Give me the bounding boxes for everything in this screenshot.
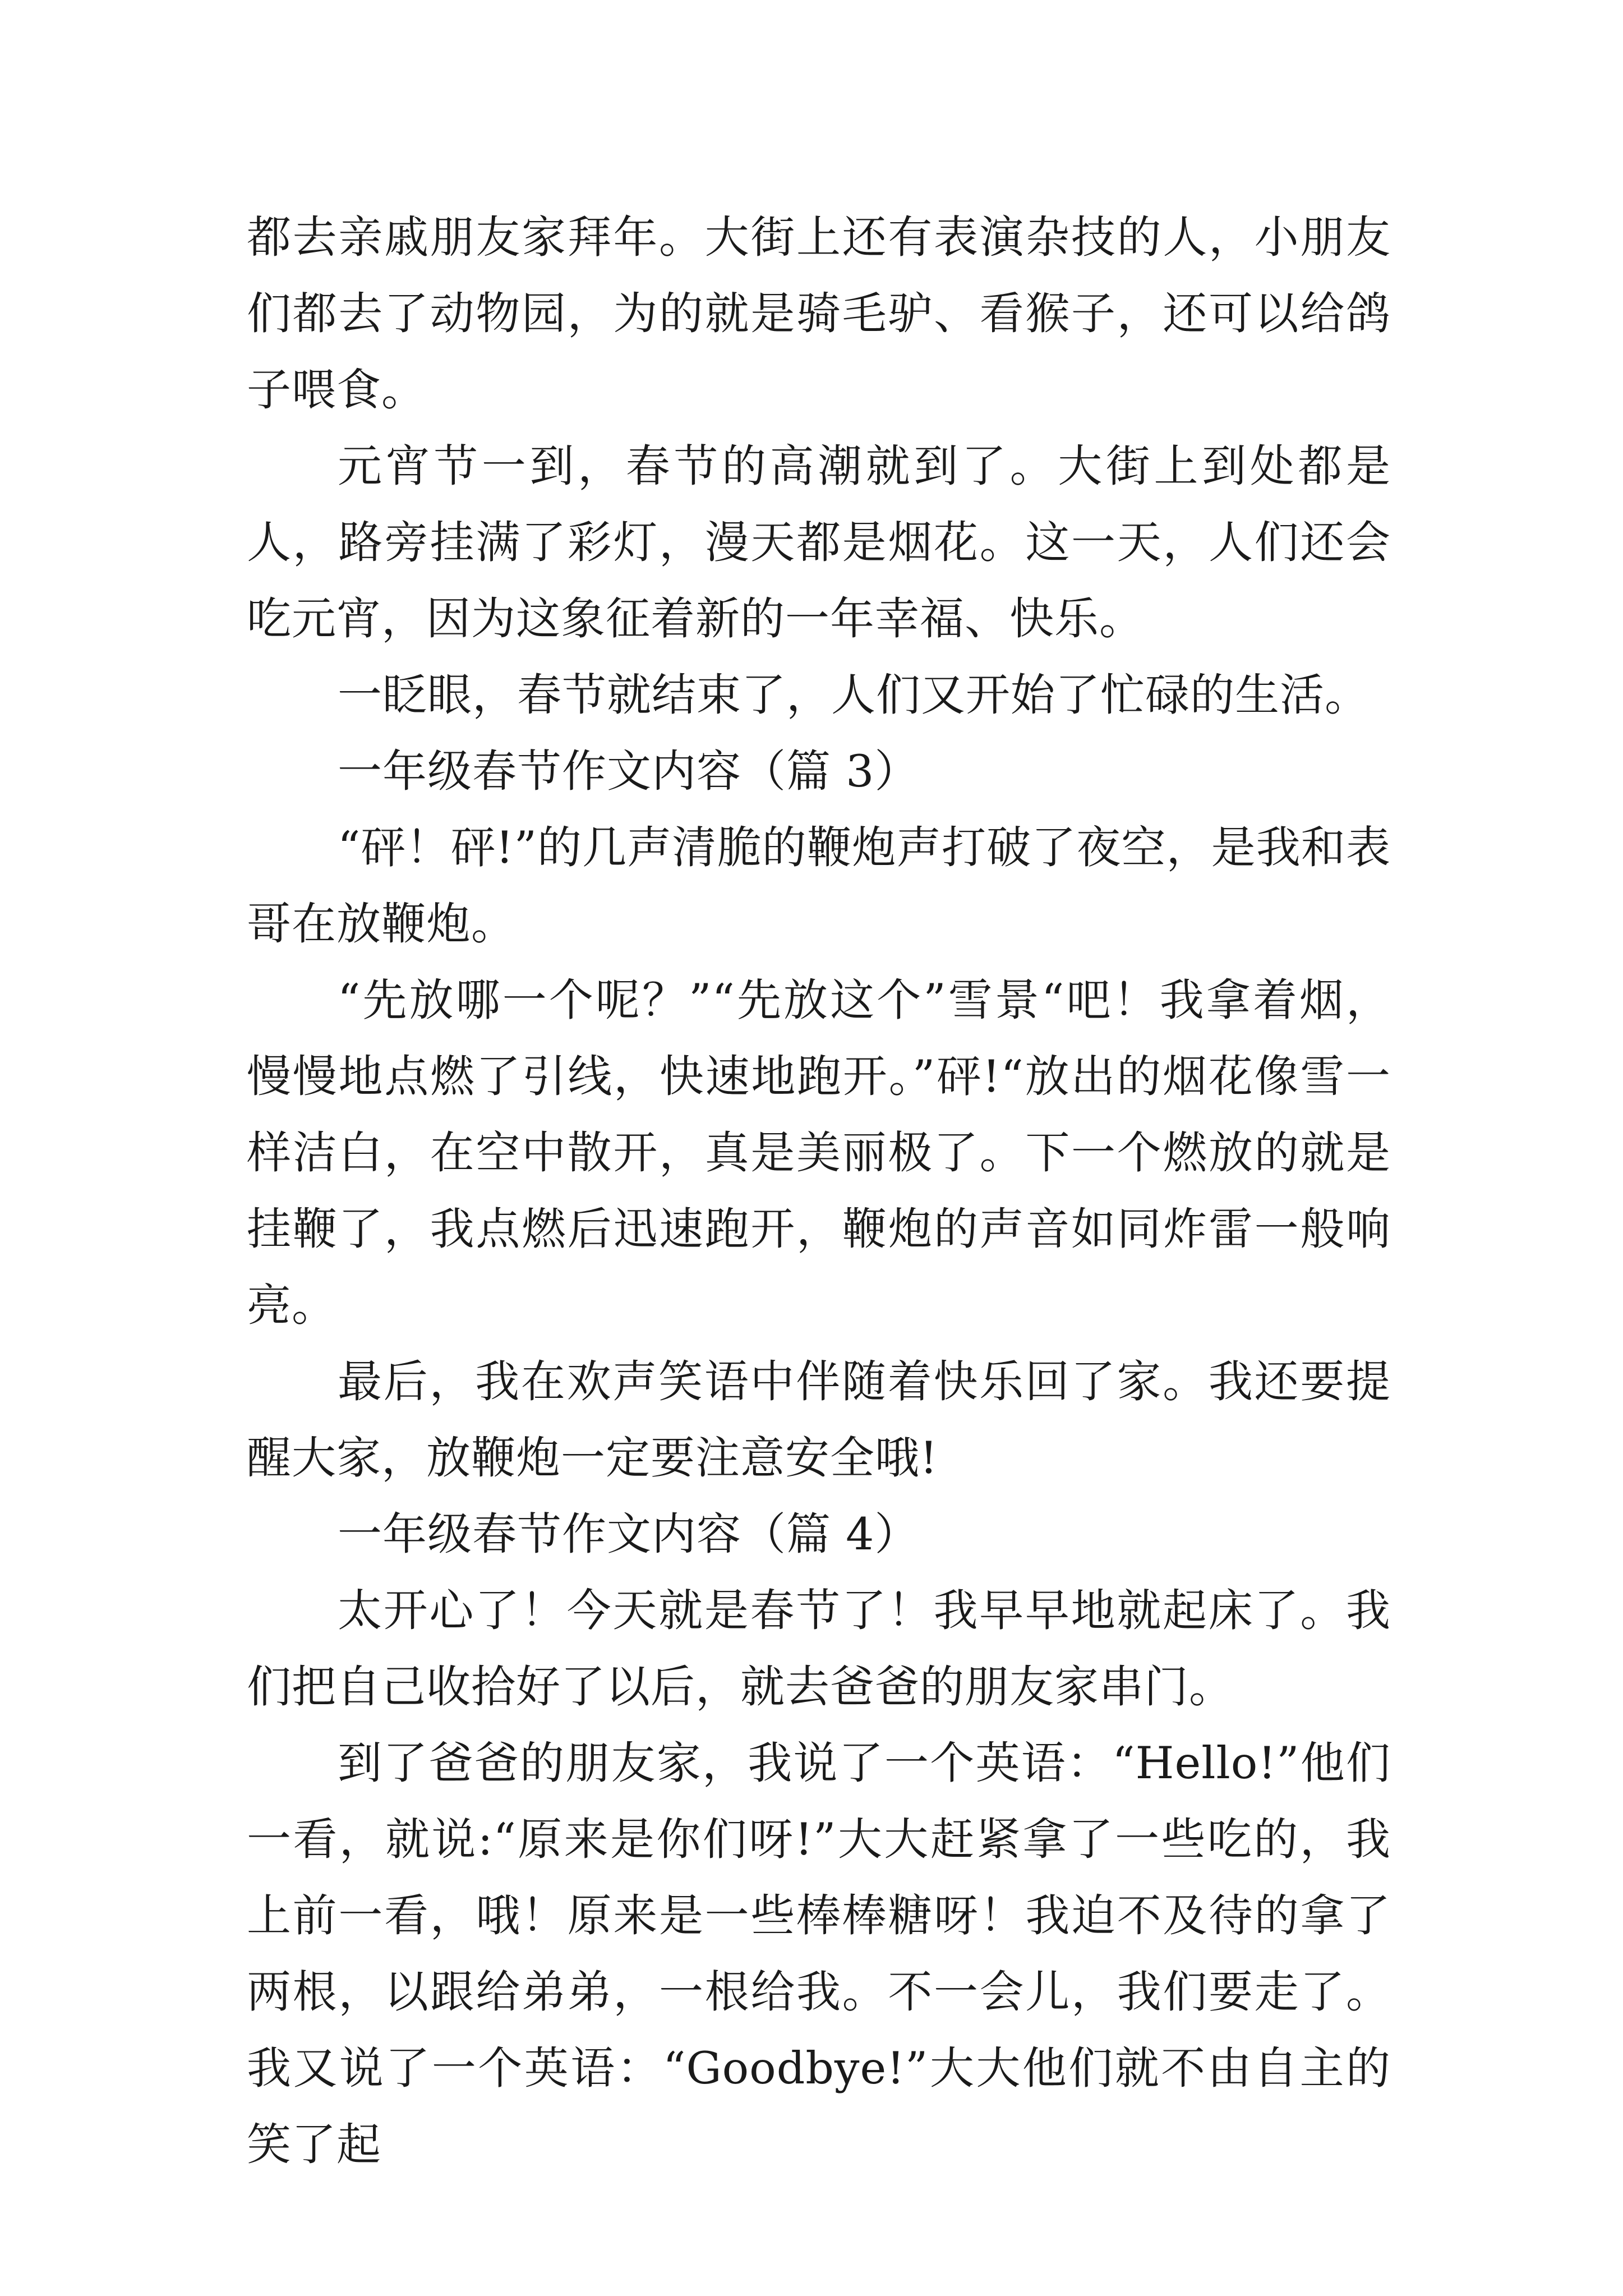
paragraph: 到了爸爸的朋友家，我说了一个英语：“Hello!”他们一看，就说:“原来是你们呀!”大大赶紧拿了一些吃的，我上前一看，哦！原来是一些棒棒糖呀！我迫不及待的拿了两根，以跟给弟弟，一根给我。不一会儿，我们要走了。我又说了一个英语：“Goodbye!”大大他们就不由自主的笑了起	[247, 1737, 1391, 2170]
document-body	[247, 199, 1391, 2183]
paragraph: 元宵节一到，春节的高潮就到了。大街上到处都是人，路旁挂满了彩灯，漫天都是烟花。这一天，人们还会吃元宵，因为这象征着新的一年幸福、快乐。	[247, 440, 1391, 645]
section-heading: 一年级春节作文内容（篇 4）	[338, 1508, 920, 1560]
paragraph: 最后，我在欢声笑语中伴随着快乐回了家。我还要提醒大家，放鞭炮一定要注意安全哦!	[247, 1356, 1391, 1484]
paragraph: “砰！砰!”的几声清脆的鞭炮声打破了夜空，是我和表哥在放鞭炮。	[247, 822, 1391, 950]
paragraph: 都去亲戚朋友家拜年。大街上还有表演杂技的人，小朋友们都去了动物园，为的就是骑毛驴、看猴子，还可以给鸽子喂食。	[247, 211, 1391, 416]
paragraph: 一眨眼，春节就结束了，人们又开始了忙碌的生活。	[338, 669, 1370, 721]
paragraph: 太开心了！今天就是春节了！我早早地就起床了。我们把自己收拾好了以后，就去爸爸的朋友家串门。	[247, 1585, 1391, 1713]
paragraph: “先放哪一个呢？”“先放这个”雪景“吧！我拿着烟，慢慢地点燃了引线，快速地跑开。”砰!“放出的烟花像雪一样洁白，在空中散开，真是美丽极了。下一个燃放的就是挂鞭了，我点燃后迅速跑开，鞭炮的声音如同炸雷一般响亮。	[247, 974, 1391, 1331]
section-heading: 一年级春节作文内容（篇 3）	[338, 746, 920, 797]
